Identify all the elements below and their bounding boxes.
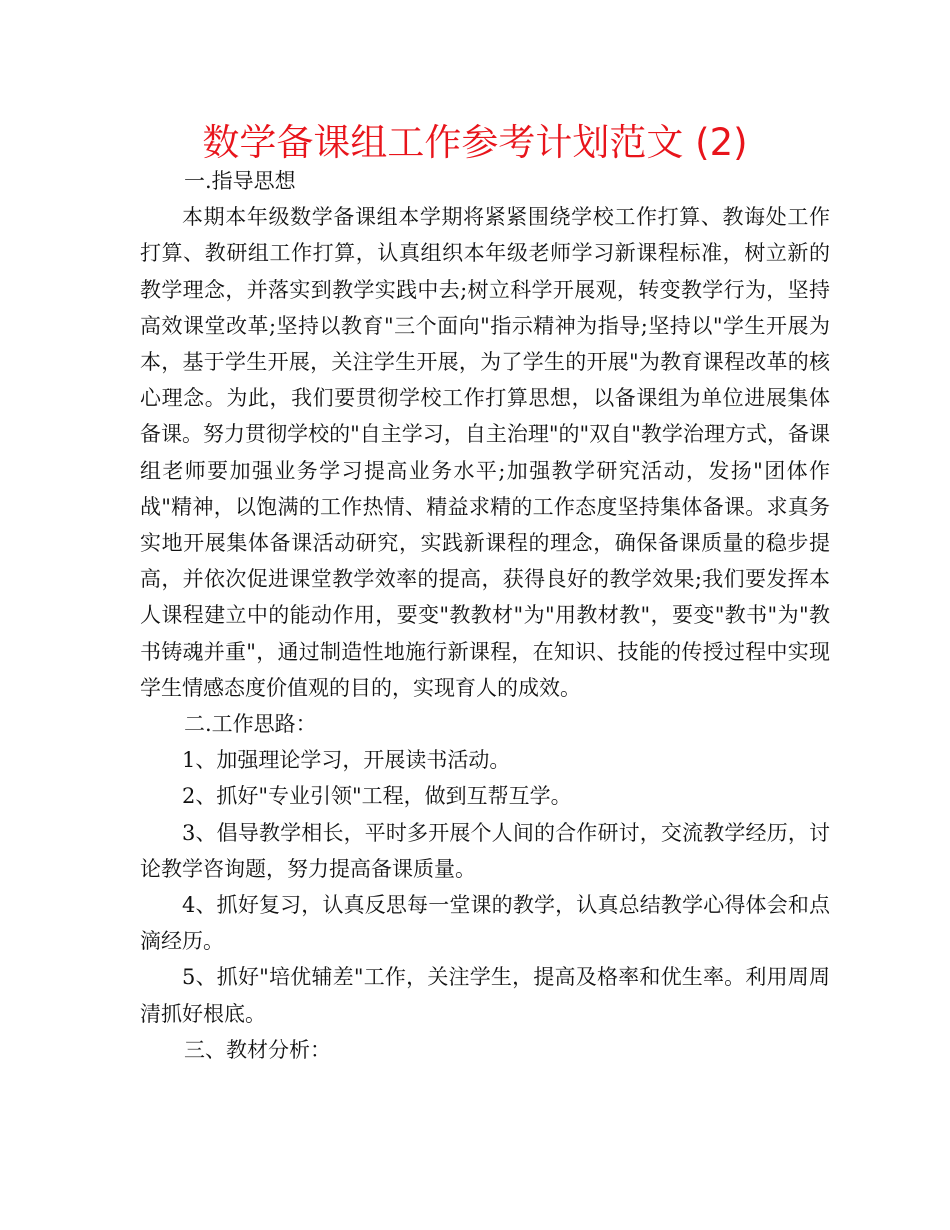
document-title: 数学备课组工作参考计划范文 (2) — [202, 121, 748, 164]
section-heading-guiding-ideology: 一.指导思想 — [184, 169, 296, 193]
list-item: 3、倡导教学相长，平时多开展个人间的合作研讨，交流教学经历，讨论教学咨询题，努力提高备课质量。 — [140, 820, 830, 881]
list-item: 5、抓好"培优辅差"工作，关注学生，提高及格率和优生率。利用周周清抓好根底。 — [140, 965, 830, 1026]
section-heading-textbook-analysis: 三、教材分析： — [184, 1037, 331, 1062]
document-body — [140, 163, 830, 1068]
list-item: 1、加强理论学习，开展读书活动。 — [182, 748, 511, 773]
list-item: 2、抓好"专业引领"工程，做到互帮互学。 — [182, 784, 572, 809]
paragraph-guiding-ideology: 本期本年级数学备课组本学期将紧紧围绕学校工作打算、教诲处工作打算、教研组工作打算，认真组织本年级老师学习新课程标准，树立新的教学理念，并落实到教学实践中去;树立科学开展观，转变教学行为，坚持高效课堂改革;坚持以教育"三个面向"指示精神为指导;坚持以"学生开展为本，基于学生开展，关注学生开展，为了学生的开展"为教育课程改革的核心理念。为此，我们要贯彻学校工作打算思想，以备课组为单位进展集体备课。努力贯彻学校的"自主学习，自主治理"的"双自"教学治理方式，备课组老师要加强业务学习提高业务水平;加强教学研究活动，发扬"团体作战"精神，以饱满的工作热情、精益求精的工作态度坚持集体备课。求真务实地开展集体备课活动研究，实践新课程的理念，确保备课质量的稳步提高，并依次促进课堂教学效率的提高，获得良好的教学效果;我们要发挥本人课程建立中的能动作用，要变"教教材"为"用教材教"，要变"教书"为"教书铸魂并重"，通过制造性地施行新课程，在知识、技能的传授过程中实现学生情感态度价值观的目的，实现育人的成效。 — [140, 205, 830, 700]
section-heading-work-approach: 二.工作思路： — [184, 712, 317, 737]
list-item: 4、抓好复习，认真反思每一堂课的教学，认真总结教学心得体会和点滴经历。 — [140, 893, 830, 954]
